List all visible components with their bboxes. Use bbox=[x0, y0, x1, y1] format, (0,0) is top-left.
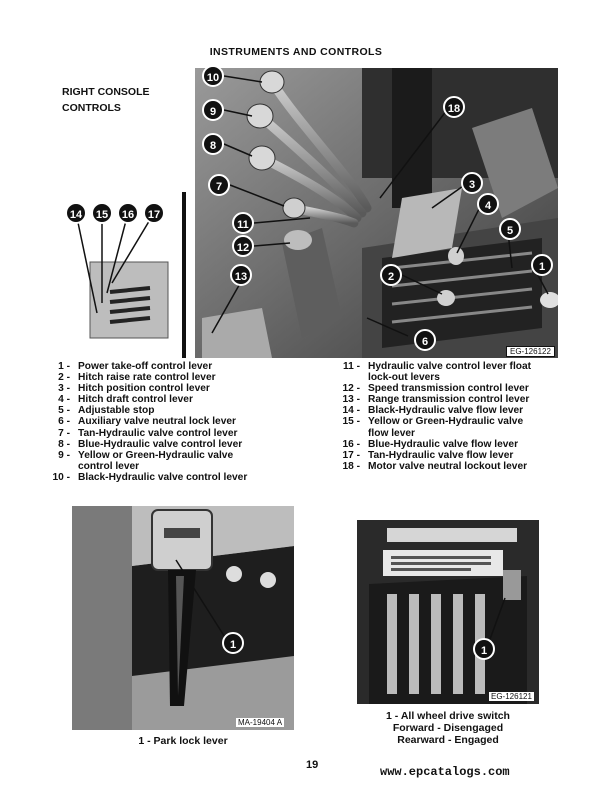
callout-3: 3 bbox=[461, 172, 483, 194]
legend-item-continuation: lock-out levers bbox=[368, 372, 440, 384]
park-lock-callout: 1 bbox=[222, 632, 244, 654]
legend-item: 9 - Yellow or Green-Hydraulic valve bbox=[58, 449, 234, 461]
legend-item: 14 - Black-Hydraulic valve flow lever bbox=[342, 405, 524, 417]
callout-4: 4 bbox=[477, 193, 499, 215]
callout-8: 8 bbox=[202, 133, 224, 155]
callout-10: 10 bbox=[202, 65, 224, 87]
callout-7: 7 bbox=[208, 174, 230, 196]
awd-caption-line1: 1 - All wheel drive switch bbox=[386, 710, 510, 722]
legend-item: 1 - Power take-off control lever bbox=[58, 361, 213, 372]
awd-ref-code: EG-126121 bbox=[491, 692, 532, 701]
callout-15: 15 bbox=[91, 202, 113, 224]
awd-caption bbox=[340, 710, 556, 746]
legend-item: 8 - Blue-Hydraulic valve control lever bbox=[58, 438, 243, 450]
legend-item: 4 - Hitch draft control lever bbox=[58, 394, 193, 406]
page-number: 19 bbox=[306, 759, 319, 771]
legend-item: 18 - Motor valve neutral lockout lever bbox=[342, 460, 528, 472]
legend-item: 5 - Adjustable stop bbox=[58, 405, 155, 417]
callout-18: 18 bbox=[443, 96, 465, 118]
callout-11: 11 bbox=[232, 212, 254, 234]
callout-9: 9 bbox=[202, 99, 224, 121]
figure-ref-code: EG-126122 bbox=[506, 346, 555, 357]
park-lock-caption: 1 - Park lock lever bbox=[138, 735, 228, 747]
callout-16: 16 bbox=[117, 202, 139, 224]
awd-illustration bbox=[357, 520, 539, 704]
legend-item-continuation: flow lever bbox=[368, 427, 415, 439]
park-lock-ref-code: MA-19404 A bbox=[238, 718, 283, 727]
console-label-line2: CONTROLS bbox=[62, 102, 121, 114]
legend-item: 7 - Tan-Hydraulic valve control lever bbox=[58, 427, 238, 439]
callout-2: 2 bbox=[380, 264, 402, 286]
legend-item: 13 - Range transmission control lever bbox=[342, 394, 530, 406]
legend-item-continuation: control lever bbox=[78, 460, 140, 472]
callout-17: 17 bbox=[143, 202, 165, 224]
legend-item: 15 - Yellow or Green-Hydraulic valve bbox=[342, 416, 524, 428]
legend-item: 10 - Black-Hydraulic valve control lever bbox=[52, 471, 248, 483]
callout-13: 13 bbox=[230, 264, 252, 286]
watermark-link[interactable]: www.epcatalogs.com bbox=[380, 765, 510, 779]
callout-6: 6 bbox=[414, 329, 436, 351]
callout-5: 5 bbox=[499, 218, 521, 240]
awd-callout: 1 bbox=[473, 638, 495, 660]
legend-item: 16 - Blue-Hydraulic valve flow lever bbox=[342, 438, 519, 450]
callout-12: 12 bbox=[232, 235, 254, 257]
legend-item: 17 - Tan-Hydraulic valve flow lever bbox=[342, 449, 514, 461]
console-label-line1: RIGHT CONSOLE bbox=[62, 86, 150, 98]
legend-item: 6 - Auxiliary valve neutral lock lever bbox=[58, 416, 236, 428]
callout-1: 1 bbox=[531, 254, 553, 276]
page-title: INSTRUMENTS AND CONTROLS bbox=[209, 46, 383, 58]
legend-item: 11 - Hydraulic valve control lever float bbox=[343, 361, 532, 372]
legend-item: 12 - Speed transmission control lever bbox=[342, 383, 529, 395]
park-lock-illustration bbox=[72, 506, 294, 730]
awd-caption-line2: Forward - Disengaged bbox=[392, 722, 504, 734]
legend-right bbox=[330, 361, 580, 472]
legend-item: 2 - Hitch raise rate control lever bbox=[58, 372, 216, 384]
callout-14: 14 bbox=[65, 202, 87, 224]
legend-left bbox=[40, 361, 330, 483]
park-lock-photo bbox=[72, 506, 294, 730]
awd-caption-line3: Rearward - Engaged bbox=[397, 734, 499, 746]
awd-switch-photo bbox=[357, 520, 539, 704]
legend-item: 3 - Hitch position control lever bbox=[58, 383, 210, 395]
